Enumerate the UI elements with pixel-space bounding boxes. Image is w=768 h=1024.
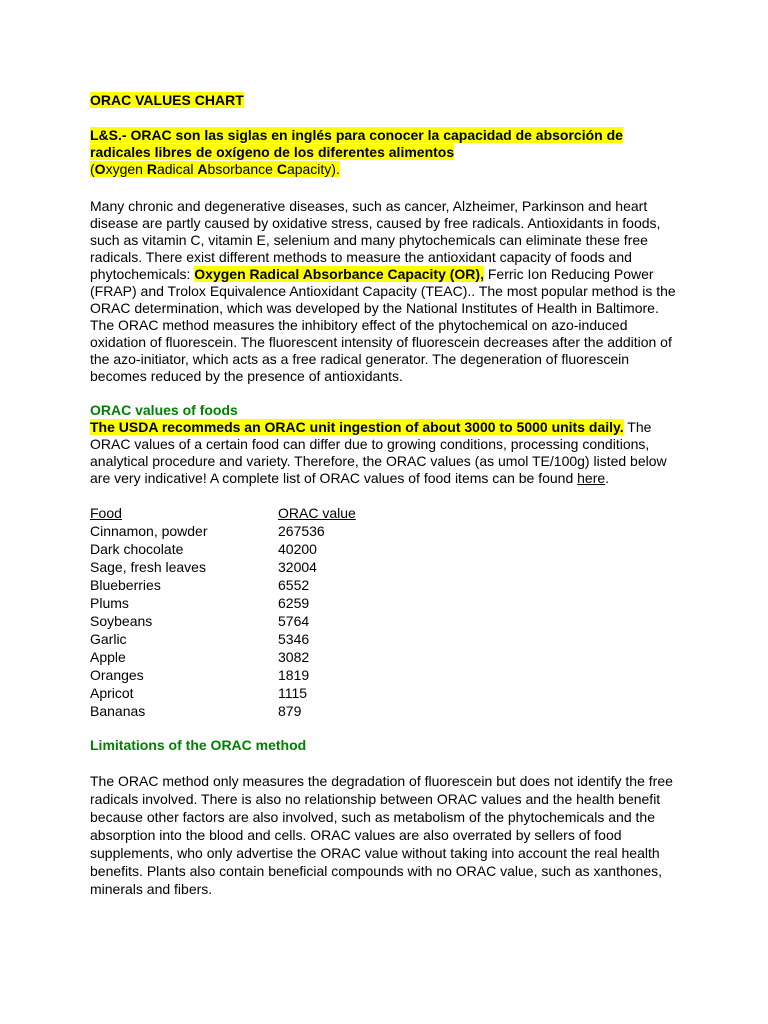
foods-paragraph: The USDA recommeds an ORAC unit ingestion of about 3000 to 5000 units daily. The ORAC values of a certain food can differ due to growing conditions, processing conditions, analytical procedure and variety. Therefore, the ORAC values (as umol TE/100g) listed below are very indicative! A complete list of ORAC values of food items can be found here. <box>90 419 667 486</box>
header-orac-value: ORAC value <box>278 505 356 521</box>
orac-value: 5346 <box>278 631 310 647</box>
food-name: Bananas <box>90 703 146 719</box>
table-row <box>90 648 356 666</box>
body-paragraph: Many chronic and degenerative diseases, such as cancer, Alzheimer, Parkinson and heart disease are partly caused by oxidative stress, caused by free radicals. Antioxidants in foods, such as vitamin C, vitamin E, selenium and many phytochemicals can eliminate these free radicals. There exist different methods to measure the antioxidant capacity of foods and phytochemicals: Oxygen Radical Absorbance Capacity (OR), Ferric Ion Reducing Power (FRAP) and Trolox Equivalence Antioxidant Capacity (TEAC).. The most popular method is the ORAC determination, which was developed by the National Institutes of Health in Baltimore. The ORAC method measures the inhibitory effect of the phytochemical on azo-induced oxidation of fluorescein. The fluorescent intensity of fluorescein decreases after the addition of the azo-initiator, which acts as a free radical generator. The degeneration of fluorescein becomes reduced by the presence of antioxidants. <box>90 198 676 384</box>
spanish-intro <box>90 127 680 161</box>
acronym-line: (Oxygen Radical Absorbance Capacity). <box>90 161 340 177</box>
orac-value: 267536 <box>278 523 325 539</box>
foods-section <box>90 402 680 487</box>
food-name: Dark chocolate <box>90 541 184 557</box>
table-row <box>90 522 356 540</box>
orac-value: 6259 <box>278 595 310 611</box>
food-name: Sage, fresh leaves <box>90 559 206 575</box>
page-title: ORAC VALUES CHART <box>90 92 244 108</box>
food-name: Apricot <box>90 685 134 701</box>
orac-value: 32004 <box>278 559 317 575</box>
foods-heading: ORAC values of foods <box>90 402 238 418</box>
orac-highlight: Oxygen Radical Absorbance Capacity (OR), <box>194 266 484 282</box>
table-row <box>90 666 356 684</box>
orac-value: 6552 <box>278 577 310 593</box>
orac-value: 879 <box>278 703 302 719</box>
table-row <box>90 540 356 558</box>
spanish-intro-line1: L&S.- ORAC son las siglas en inglés para conocer la capacidad de absorción de <box>90 127 623 143</box>
table-row <box>90 576 356 594</box>
food-name: Plums <box>90 595 129 611</box>
document-page <box>90 92 680 898</box>
usda-recommendation: The USDA recommeds an ORAC unit ingestion of about 3000 to 5000 units daily. <box>90 419 624 435</box>
table-row <box>90 702 356 720</box>
orac-value: 5764 <box>278 613 310 629</box>
orac-value: 1115 <box>278 685 308 701</box>
header-food: Food <box>90 505 122 521</box>
table-row <box>90 684 356 702</box>
orac-value: 40200 <box>278 541 317 557</box>
here-link[interactable]: here <box>577 470 606 486</box>
table-header-row <box>90 504 356 522</box>
food-name: Oranges <box>90 667 144 683</box>
food-name: Cinnamon, powder <box>90 523 208 539</box>
table-row <box>90 612 356 630</box>
orac-value: 3082 <box>278 649 310 665</box>
table-row <box>90 594 356 612</box>
orac-value: 1819 <box>278 667 310 683</box>
food-name: Blueberries <box>90 577 161 593</box>
table-row <box>90 630 356 648</box>
limitations-heading: Limitations of the ORAC method <box>90 737 307 753</box>
orac-table <box>90 504 356 720</box>
table-row <box>90 558 356 576</box>
spanish-intro-line2: radicales libres de oxígeno de los diferentes alimentos <box>90 144 455 160</box>
limitations-paragraph: The ORAC method only measures the degradation of fluorescein but does not identify the free radicals involved. There is also no relationship between ORAC values and the health benefit because other factors are also involved, such as metabolism of the phytochemicals and the absorption into the blood and cells. ORAC values are also overrated by sellers of food supplements, who only advertise the ORAC value without taking into account the real health benefits. Plants also contain beneficial compounds with no ORAC value, such as xanthones, minerals and fibers. <box>90 773 673 897</box>
food-name: Garlic <box>90 631 127 647</box>
intro-block <box>90 127 680 178</box>
food-name: Apple <box>90 649 126 665</box>
food-name: Soybeans <box>90 613 153 629</box>
